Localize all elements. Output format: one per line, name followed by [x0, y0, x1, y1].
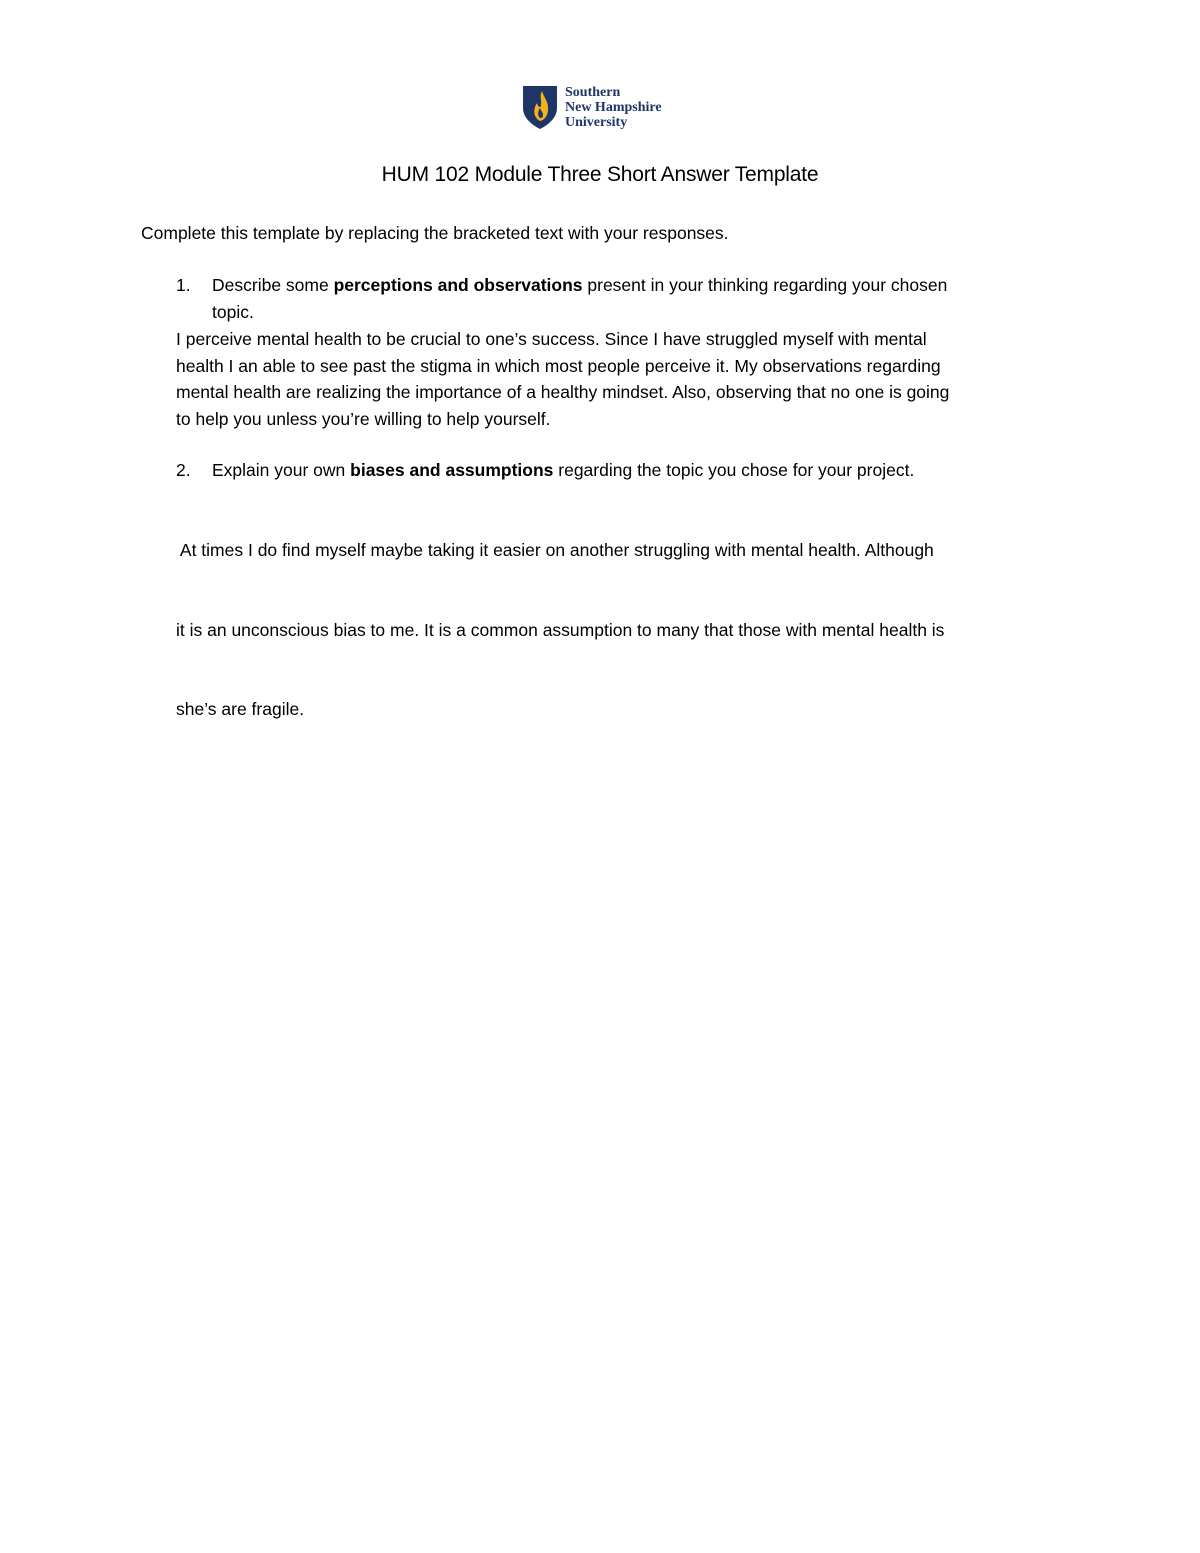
- question-1: [176, 272, 947, 325]
- question-1-line-2: topic.: [212, 301, 254, 322]
- answer-1-line: to help you unless you’re willing to help yourself.: [176, 408, 551, 429]
- answer-2-line: she’s are fragile.: [176, 699, 305, 719]
- answer-1-line: I perceive mental health to be crucial to one’s success. Since I have struggled myself with mental: [176, 329, 927, 349]
- answer-2-line: At times I do find myself maybe taking it easier on another struggling with mental health. Although: [176, 540, 934, 560]
- question-1-pre: Describe some: [212, 275, 334, 295]
- logo-line-1: Southern: [565, 85, 621, 100]
- intro-text: Complete this template by replacing the bracketed text with your responses.: [141, 223, 729, 243]
- document-title: HUM 102 Module Three Short Answer Template: [381, 163, 819, 186]
- question-1-post: present in your thinking regarding your chosen: [582, 275, 948, 295]
- snhu-logo: [522, 84, 662, 130]
- answer-1-line: mental health are realizing the importance of a healthy mindset. Also, observing that no one is going: [176, 382, 950, 402]
- answer-2: [176, 484, 1066, 749]
- logo-line-2: New Hampshire: [565, 100, 662, 115]
- question-2-post: regarding the topic you chose for your project.: [553, 460, 915, 480]
- question-1-bold: perceptions and observations: [333, 275, 583, 295]
- answer-1: [176, 326, 1066, 432]
- shield-flame-icon: [522, 84, 558, 130]
- logo-line-3: University: [565, 115, 628, 130]
- question-2-bold: biases and assumptions: [350, 460, 554, 480]
- answer-1-line: health I an able to see past the stigma in which most people perceive it. My observations regarding: [176, 355, 941, 376]
- question-1-number: 1.: [176, 275, 191, 295]
- question-2-number: 2.: [176, 460, 191, 480]
- answer-2-line: it is an unconscious bias to me. It is a common assumption to many that those with mental health is: [176, 619, 945, 640]
- question-2-pre: Explain your own: [212, 460, 351, 480]
- question-2: [176, 457, 914, 484]
